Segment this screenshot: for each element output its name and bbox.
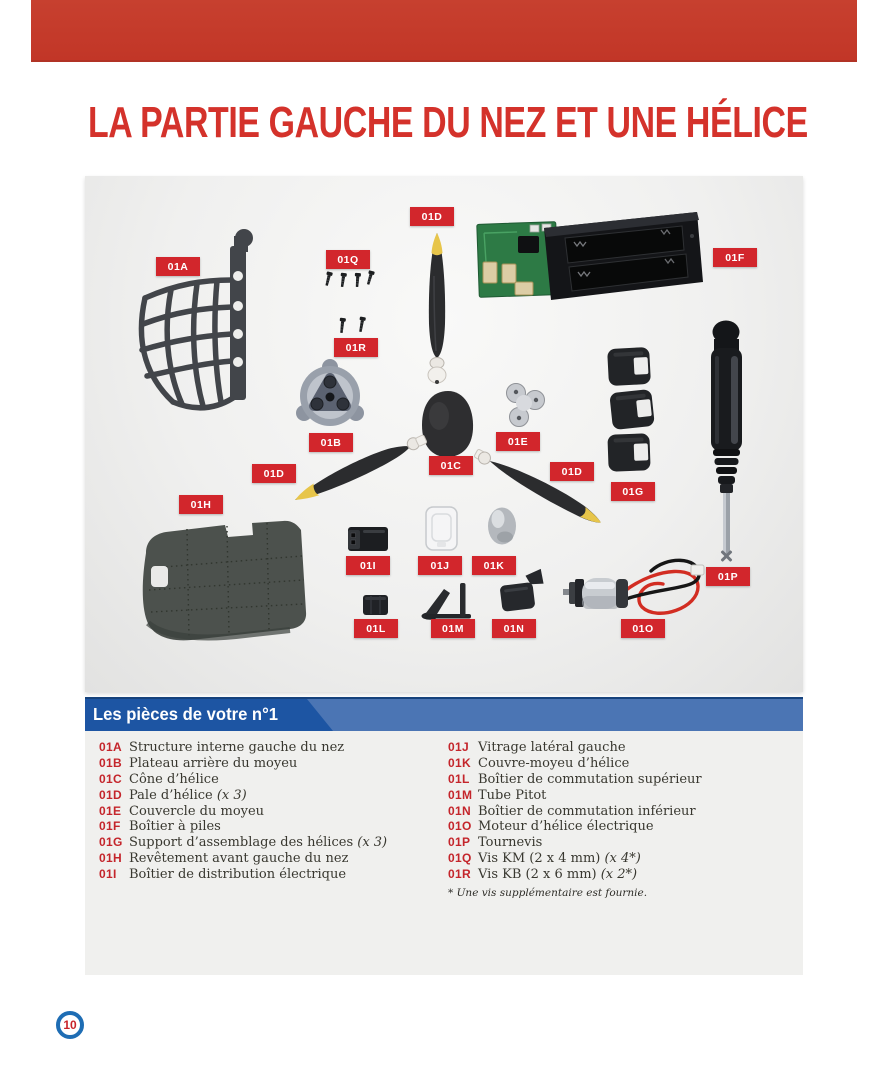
part-code: 01B <box>99 755 122 770</box>
parts-list-row-01n <box>448 804 793 820</box>
part-description: Revêtement avant gauche du nez <box>129 851 349 867</box>
part-badge-01o: 01O <box>621 619 665 638</box>
part-description: Couvre-moyeu d’hélice <box>478 755 630 771</box>
part-badge-01h: 01H <box>179 495 223 514</box>
part-description: Moteur d’hélice électrique <box>478 819 654 835</box>
part-badge-01r: 01R <box>334 338 378 357</box>
page-title: LA PARTIE GAUCHE DU NEZ ET UNE HÉLICE <box>88 98 808 147</box>
parts-list-header <box>85 697 803 731</box>
photo-badge-layer <box>85 176 803 692</box>
part-description: Couvercle du moyeu <box>129 803 265 819</box>
parts-list-header-label: Les pièces de votre n°1 <box>93 704 278 724</box>
part-code: 01P <box>448 835 471 850</box>
part-description: Vis KM (2 x 4 mm) (x 4*) <box>478 851 641 867</box>
parts-list-row-01f <box>99 819 434 835</box>
part-description: Boîtier de commutation supérieur <box>478 771 702 787</box>
part-description: Support d’assemblage des hélices (x 3) <box>129 835 388 851</box>
part-badge-01f: 01F <box>713 248 757 267</box>
part-code: 01L <box>448 771 470 786</box>
part-description: Boîtier à piles <box>129 819 221 835</box>
part-badge-01n: 01N <box>492 619 536 638</box>
part-description: Structure interne gauche du nez <box>129 740 345 755</box>
part-badge-01d: 01D <box>410 207 454 226</box>
part-code: 01N <box>448 803 471 818</box>
page-number-badge: 10 <box>56 1011 84 1039</box>
parts-list-row-01m <box>448 788 793 804</box>
part-badge-01m: 01M <box>431 619 475 638</box>
parts-list-footnote: * Une vis supplémentaire est fournie. <box>448 887 648 900</box>
part-description: Vitrage latéral gauche <box>478 740 626 755</box>
parts-list-column-left <box>99 740 434 883</box>
part-code: 01F <box>99 819 121 834</box>
part-code: 01G <box>99 835 123 850</box>
parts-list-row-01g <box>99 835 434 851</box>
parts-list-row-01e <box>99 804 434 820</box>
parts-list-row-01o <box>448 819 793 835</box>
part-code: 01J <box>448 740 469 754</box>
part-badge-01a: 01A <box>156 257 200 276</box>
parts-list-row-01c <box>99 772 434 788</box>
parts-photo-panel <box>85 176 803 692</box>
part-description: Boîtier de commutation inférieur <box>478 803 696 819</box>
parts-list-panel <box>85 731 803 975</box>
part-description: Boîtier de distribution électrique <box>129 867 347 883</box>
parts-list-row-01a <box>99 740 434 756</box>
part-badge-01d: 01D <box>252 464 296 483</box>
part-description: Tournevis <box>478 835 543 851</box>
part-code: 01K <box>448 755 471 770</box>
part-badge-01i: 01I <box>346 556 390 575</box>
part-badge-01l: 01L <box>354 619 398 638</box>
part-badge-01d: 01D <box>550 462 594 481</box>
parts-list-row-01k <box>448 756 793 772</box>
part-badge-01c: 01C <box>429 456 473 475</box>
part-code: 01O <box>448 819 472 834</box>
part-description: Plateau arrière du moyeu <box>129 755 298 771</box>
parts-list-row-01i <box>99 867 434 883</box>
part-badge-01k: 01K <box>472 556 516 575</box>
part-code: 01I <box>99 867 117 882</box>
part-code: 01C <box>99 771 122 786</box>
part-description: Vis KB (2 x 6 mm) (x 2*) <box>478 867 638 883</box>
parts-list-row-01d <box>99 788 434 804</box>
part-description: Pale d’hélice (x 3) <box>129 787 247 803</box>
part-description: Tube Pitot <box>478 787 547 803</box>
top-red-bar <box>31 0 857 62</box>
part-code: 01M <box>448 787 473 802</box>
part-code: 01A <box>99 740 122 754</box>
part-code: 01R <box>448 867 471 882</box>
parts-list-row-01r <box>448 867 793 883</box>
parts-list-row-01j <box>448 740 793 756</box>
part-code: 01H <box>99 851 122 866</box>
parts-list-row-01h <box>99 851 434 867</box>
part-badge-01b: 01B <box>309 433 353 452</box>
part-badge-01q: 01Q <box>326 250 370 269</box>
part-badge-01j: 01J <box>418 556 462 575</box>
parts-list-row-01q <box>448 851 793 867</box>
parts-list-row-01l <box>448 772 793 788</box>
part-badge-01g: 01G <box>611 482 655 501</box>
part-code: 01Q <box>448 851 472 866</box>
part-description: Cône d’hélice <box>129 771 219 787</box>
part-badge-01p: 01P <box>706 567 750 586</box>
part-code: 01D <box>99 787 122 802</box>
parts-list-row-01b <box>99 756 434 772</box>
parts-list-column-right <box>448 740 793 899</box>
part-code: 01E <box>99 803 122 818</box>
parts-list-row-01p <box>448 835 793 851</box>
part-badge-01e: 01E <box>496 432 540 451</box>
